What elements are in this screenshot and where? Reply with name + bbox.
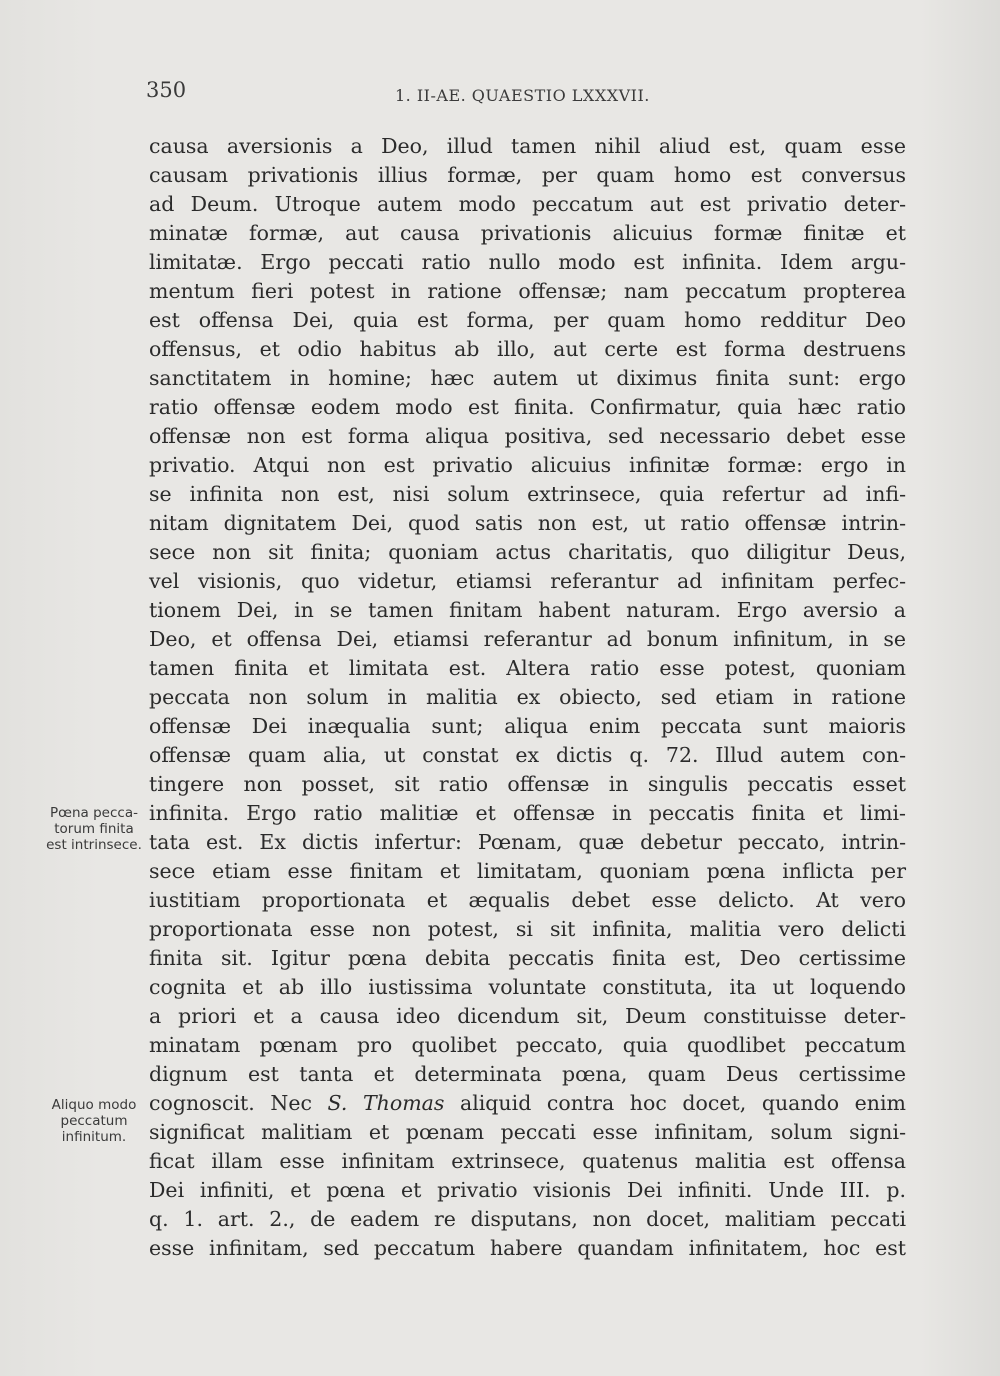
text-line: sece etiam esse finitam et limitatam, quoniam pœna inflicta per bbox=[149, 859, 906, 883]
marginal-note-line: peccatum bbox=[60, 1113, 128, 1129]
text-line: tamen finita et limitata est. Altera ratio esse potest, quoniam bbox=[149, 656, 906, 680]
text-line: a priori et a causa ideo dicendum sit, Deum constituisse deter- bbox=[149, 1004, 906, 1028]
running-head: 1. II-AE. QUAESTIO LXXXVII. bbox=[395, 86, 650, 105]
text-line: minatam pœnam pro quolibet peccato, quia quodlibet peccatum bbox=[149, 1033, 906, 1057]
text-line: ficat illam esse infinitam extrinsece, quatenus malitia est offensa bbox=[149, 1149, 906, 1173]
text-line: esse infinitam, sed peccatum habere quandam infinitatem, hoc est bbox=[149, 1236, 906, 1260]
marginal-note-line: infinitum. bbox=[61, 1129, 127, 1145]
text-line: sanctitatem in homine; hæc autem ut diximus finita sunt: ergo bbox=[149, 366, 906, 390]
body-text bbox=[149, 132, 906, 1263]
marginal-note-poena bbox=[40, 805, 148, 853]
text-line: sece non sit finita; quoniam actus charitatis, quo diligitur Deus, bbox=[149, 540, 906, 564]
marginal-note-aliquo bbox=[40, 1097, 148, 1145]
text-line: nitam dignitatem Dei, quod satis non est, ut ratio offensæ intrin- bbox=[149, 511, 906, 535]
text-line: minatæ formæ, aut causa privationis alicuius formæ finitæ et bbox=[149, 221, 906, 245]
text-line: infinita. Ergo ratio malitiæ et offensæ in peccatis finita et limi- bbox=[149, 801, 906, 825]
author-reference: S. Thomas bbox=[327, 1091, 445, 1115]
text-line: vel visionis, quo videtur, etiamsi referantur ad infinitam perfec- bbox=[149, 569, 906, 593]
text-line: est offensa Dei, quia est forma, per quam homo redditur Deo bbox=[149, 308, 906, 332]
text-line: dignum est tanta et determinata pœna, quam Deus certissime bbox=[149, 1062, 906, 1086]
marginal-note-line: Aliquo modo bbox=[51, 1097, 137, 1113]
text-line: tata est. Ex dictis infertur: Pœnam, quæ debetur peccato, intrin- bbox=[149, 830, 906, 854]
text-line: privatio. Atqui non est privatio alicuius infinitæ formæ: ergo in bbox=[149, 453, 906, 477]
text-line: tingere non posset, sit ratio offensæ in singulis peccatis esset bbox=[149, 772, 906, 796]
marginal-note-line: est intrinsece. bbox=[46, 837, 142, 853]
text-line: Deo, et offensa Dei, etiamsi referantur ad bonum infinitum, in se bbox=[149, 627, 906, 651]
text-line: Dei infiniti, et pœna et privatio visionis Dei infiniti. Unde III. p. bbox=[149, 1178, 906, 1202]
text-line: ad Deum. Utroque autem modo peccatum aut est privatio deter- bbox=[149, 192, 906, 216]
text-line: q. 1. art. 2., de eadem re disputans, non docet, malitiam peccati bbox=[149, 1207, 906, 1231]
text-line: offensæ Dei inæqualia sunt; aliqua enim peccata sunt maioris bbox=[149, 714, 906, 738]
text-line: causa aversionis a Deo, illud tamen nihil aliud est, quam esse bbox=[149, 134, 906, 158]
text-line: tionem Dei, in se tamen finitam habent naturam. Ergo aversio a bbox=[149, 598, 906, 622]
text-line: finita sit. Igitur pœna debita peccatis finita est, Deo certissime bbox=[149, 946, 906, 970]
text-line: proportionata esse non potest, si sit infinita, malitia vero delicti bbox=[149, 917, 906, 941]
text-line: ratio offensæ eodem modo est finita. Confirmatur, quia hæc ratio bbox=[149, 395, 906, 419]
page-number: 350 bbox=[146, 78, 187, 102]
text-line: iustitiam proportionata et æqualis debet esse delicto. At vero bbox=[149, 888, 906, 912]
text-line: cognoscit. Nec S. Thomas aliquid contra hoc docet, quando enim bbox=[149, 1091, 906, 1115]
text-line: offensæ quam alia, ut constat ex dictis q. 72. Illud autem con- bbox=[149, 743, 906, 767]
text-line: causam privationis illius formæ, per quam homo est conversus bbox=[149, 163, 906, 187]
text-line: significat malitiam et pœnam peccati esse infinitam, solum signi- bbox=[149, 1120, 906, 1144]
marginal-note-line: torum finita bbox=[54, 821, 134, 837]
text-line: limitatæ. Ergo peccati ratio nullo modo est infinita. Idem argu- bbox=[149, 250, 906, 274]
marginal-note-line: Pœna pecca- bbox=[50, 805, 138, 821]
text-line: offensus, et odio habitus ab illo, aut certe est forma destruens bbox=[149, 337, 906, 361]
text-line: peccata non solum in malitia ex obiecto, sed etiam in ratione bbox=[149, 685, 906, 709]
text-line: se infinita non est, nisi solum extrinsece, quia refertur ad infi- bbox=[149, 482, 906, 506]
text-line: offensæ non est forma aliqua positiva, sed necessario debet esse bbox=[149, 424, 906, 448]
text-line: mentum fieri potest in ratione offensæ; nam peccatum propterea bbox=[149, 279, 906, 303]
text-line: cognita et ab illo iustissima voluntate constituta, ita ut loquendo bbox=[149, 975, 906, 999]
